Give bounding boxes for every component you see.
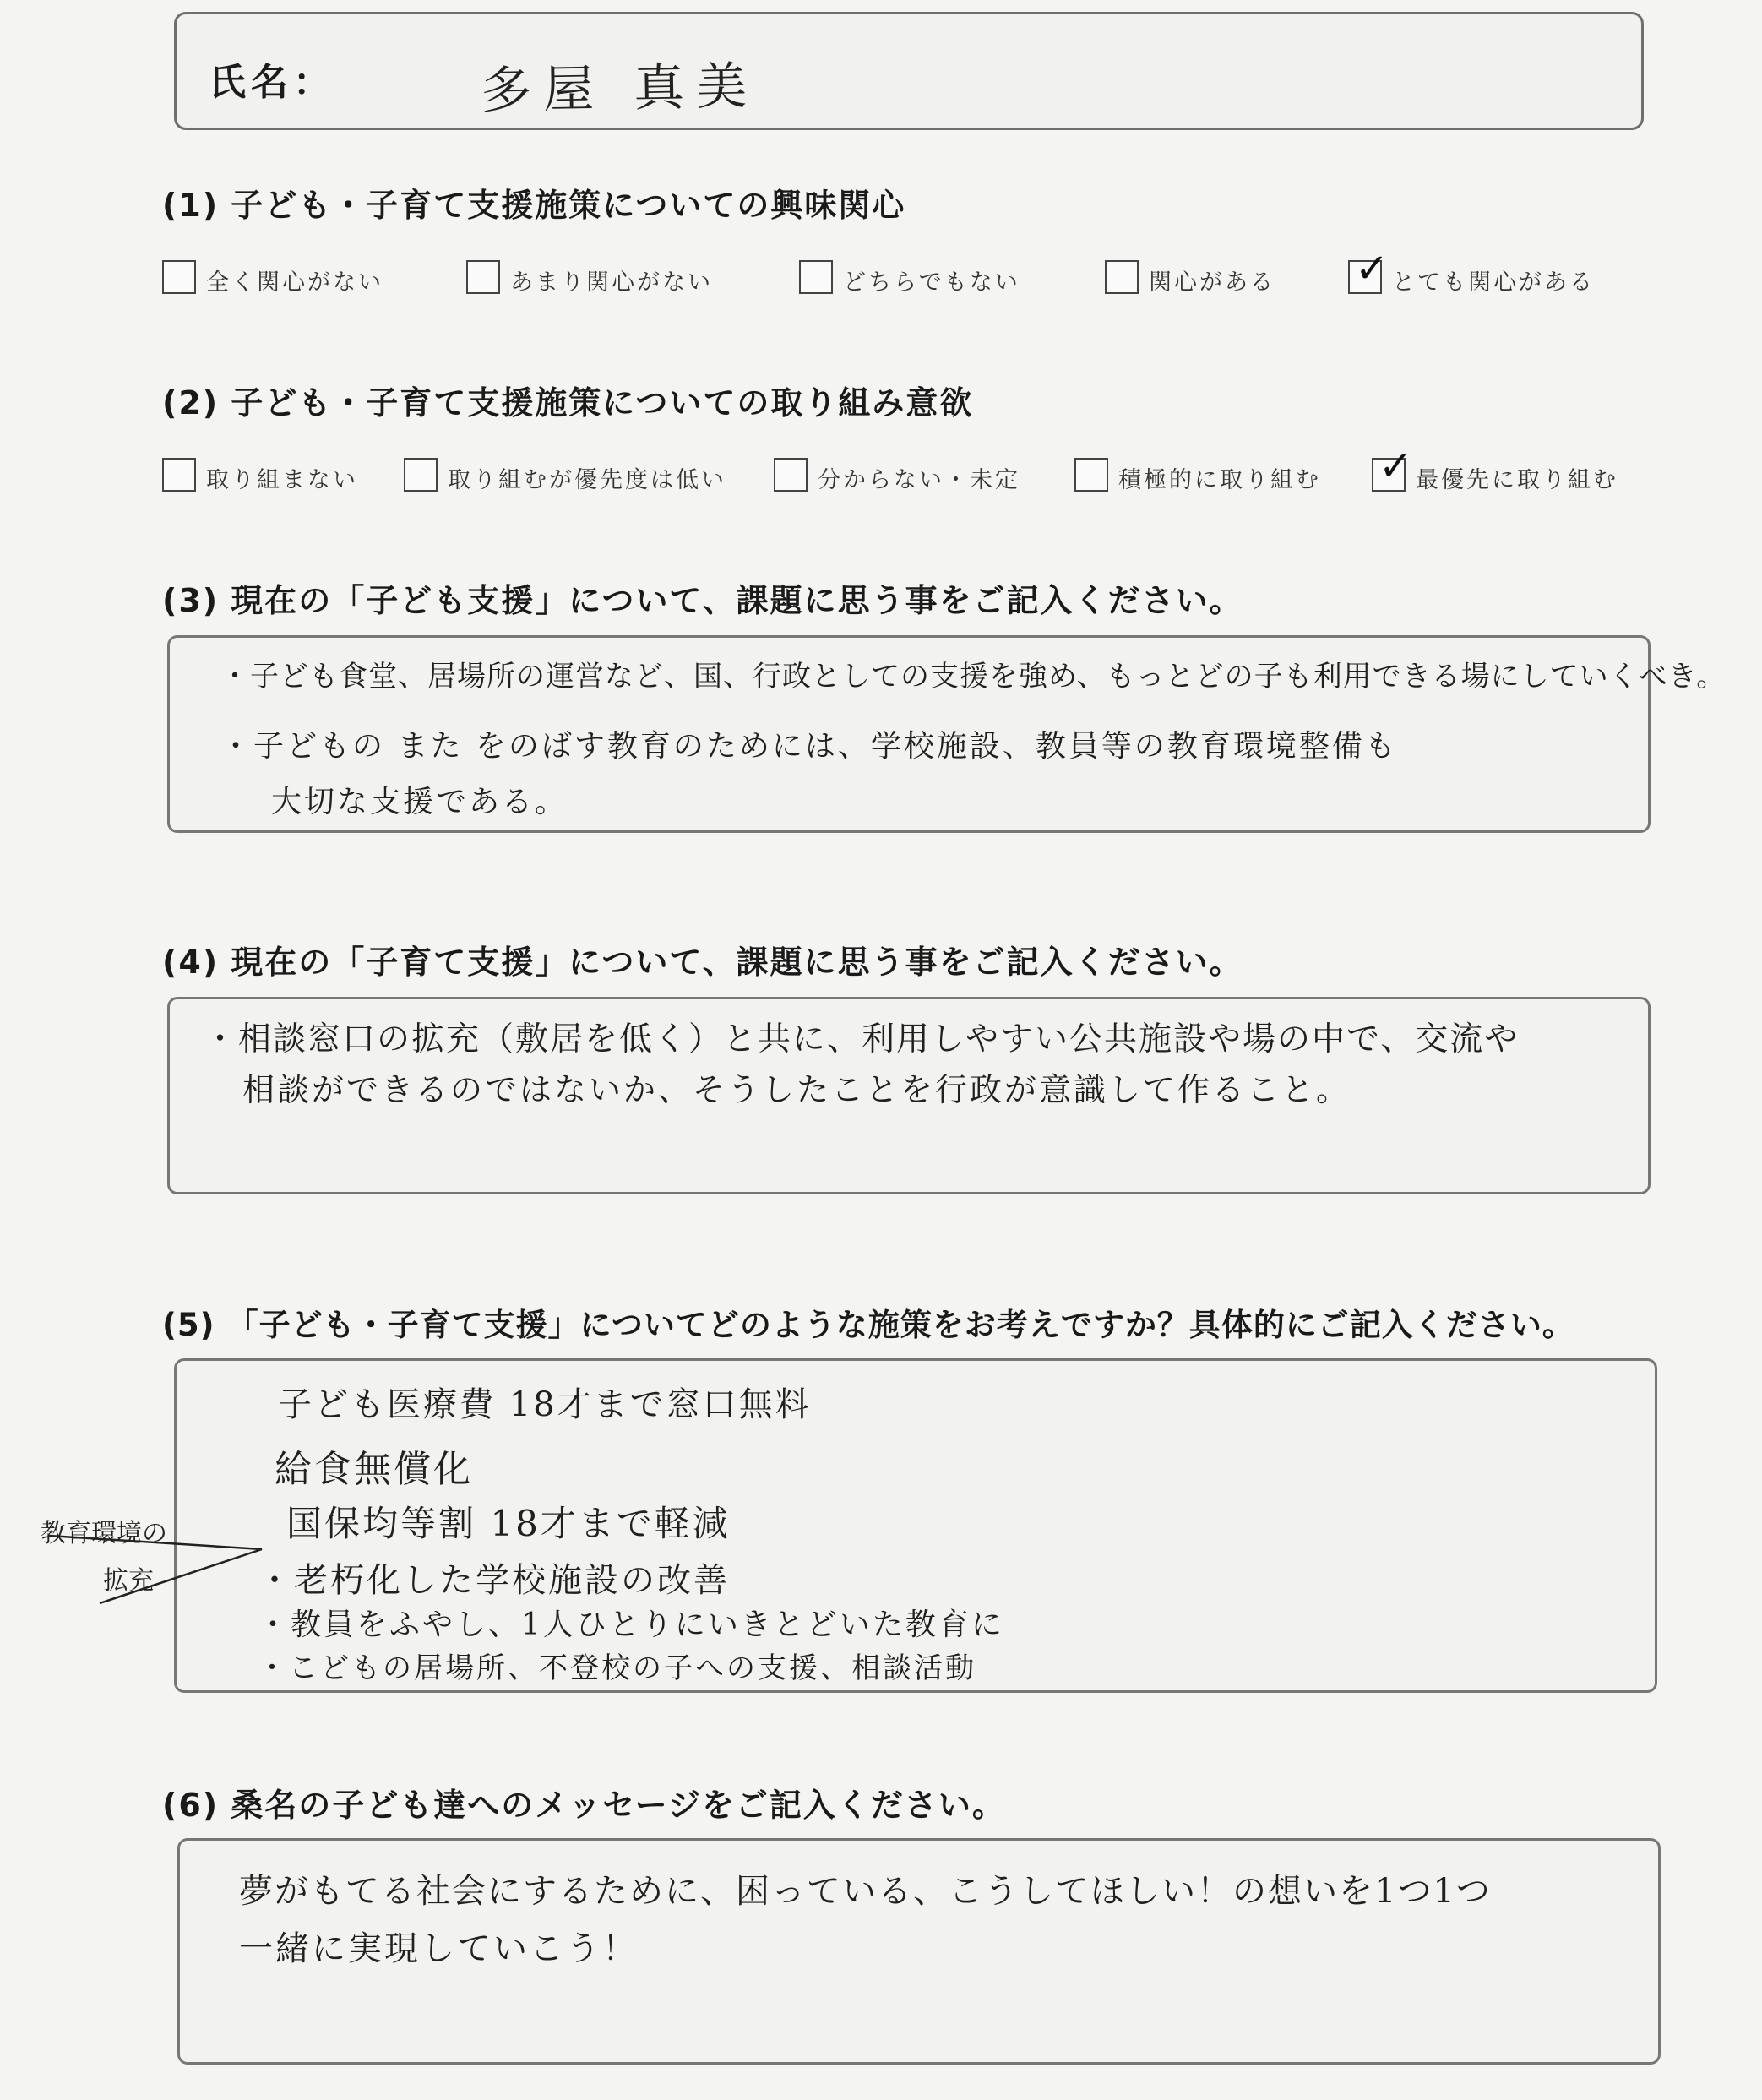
q6-answer-line-2: 一緒に実現していこう！ <box>239 1929 639 1968</box>
option-label: 取り組むが優先度は低い <box>448 467 726 493</box>
option-label: 関心がある <box>1149 269 1275 296</box>
checkbox[interactable] <box>774 458 808 492</box>
q3-heading <box>162 574 1243 621</box>
name-value[interactable]: 多屋 真美 <box>480 57 759 121</box>
q4-number: (4) <box>162 944 220 981</box>
q5-margin-note <box>41 1512 269 1605</box>
checkbox[interactable] <box>466 260 500 294</box>
checkbox[interactable] <box>799 260 833 294</box>
q4-answer-line-2: 相談ができるのではないか、そうしたことを行政が意識して作ること。 <box>242 1071 1351 1108</box>
q3-answer-line-2: ・子どもの また をのばす教育のためには、学校施設、教員等の教育環境整備も <box>220 729 1398 764</box>
checkbox[interactable] <box>162 458 196 492</box>
q3-title: 現在の「子ども支援」について、課題に思う事をご記入ください。 <box>231 582 1243 619</box>
q4-answer-line-1: ・相談窓口の拡充（敷居を低く）と共に、利用しやすい公共施設や場の中で、交流や <box>204 1020 1520 1058</box>
q3-answer-line-3: 大切な支援である。 <box>271 785 568 819</box>
q1-title: 子ども・子育て支援施策についての興味関心 <box>231 187 906 224</box>
checkbox-checked[interactable] <box>1372 443 1413 492</box>
option-label: 分からない・未定 <box>818 467 1020 493</box>
option-label: 全く関心がない <box>206 269 383 296</box>
q2-options <box>162 443 1699 500</box>
check-mark-icon: ✓ <box>1379 443 1413 490</box>
q5-answer-line-2: 給食無償化 <box>275 1448 473 1491</box>
q4-heading <box>162 936 1243 982</box>
q1-number: (1) <box>162 187 220 224</box>
q4-answer-box[interactable] <box>167 997 1651 1194</box>
q1-options <box>162 245 1699 302</box>
option-label: 最優先に取り組む <box>1416 467 1618 493</box>
checkbox[interactable] <box>404 458 438 492</box>
option-label: とても関心がある <box>1392 269 1595 296</box>
q5-answer-line-1: 子ども医療費 18才まで窓口無料 <box>278 1385 812 1424</box>
q5-answer-box[interactable] <box>174 1358 1657 1693</box>
q5-answer-line-6: ・こどもの居場所、不登校の子への支援、相談活動 <box>258 1651 976 1685</box>
q5-answer-line-5: ・教員をふやし、1人ひとりにいきとどいた教育に <box>258 1608 1004 1642</box>
q6-answer-line-1: 夢がもてる社会にするために、困っている、こうしてほしい！の想いを1つ1つ <box>239 1872 1492 1911</box>
checkbox-checked[interactable] <box>1348 245 1389 294</box>
q5-heading <box>162 1299 1574 1345</box>
q4-title: 現在の「子育て支援」について、課題に思う事をご記入ください。 <box>231 944 1243 981</box>
checkbox[interactable] <box>1105 260 1139 294</box>
q6-heading <box>162 1779 1006 1825</box>
q6-title: 桑名の子ども達へのメッセージをご記入ください。 <box>231 1787 1006 1824</box>
q6-number: (6) <box>162 1787 220 1824</box>
q3-number: (3) <box>162 582 220 619</box>
q3-answer-box[interactable] <box>167 635 1727 833</box>
option-label: どちらでもない <box>843 269 1020 296</box>
name-label: 氏名： <box>209 61 335 104</box>
q6-answer-box[interactable] <box>177 1838 1661 2065</box>
name-box <box>174 12 1644 130</box>
q2-title: 子ども・子育て支援施策についての取り組み意欲 <box>231 384 974 422</box>
q5-title: 「子ども・子育て支援」についてどのような施策をお考えですか？具体的にご記入ください。 <box>226 1307 1574 1343</box>
q2-heading <box>162 377 973 423</box>
q5-answer-line-4: ・老朽化した学校施設の改善 <box>258 1561 730 1600</box>
q3-answer-line-1: ・子ども食堂、居場所の運営など、国、行政としての支援を強め、もっとどの子も利用できる場にしていくべき。 <box>220 660 1727 694</box>
option-label: 積極的に取り組む <box>1118 467 1321 493</box>
margin-note-line-1: 教育環境の <box>41 1519 167 1548</box>
q1-heading <box>162 179 905 226</box>
q2-number: (2) <box>162 384 220 422</box>
checkbox[interactable] <box>1074 458 1108 492</box>
margin-note-line-2: 拡充 <box>103 1566 154 1596</box>
q5-number: (5) <box>162 1307 215 1343</box>
q5-answer-line-3: 国保均等割 18才まで軽減 <box>286 1503 731 1544</box>
checkbox[interactable] <box>162 260 196 294</box>
check-mark-icon: ✓ <box>1355 245 1389 292</box>
option-label: 取り組まない <box>206 467 358 493</box>
option-label: あまり関心がない <box>510 269 713 296</box>
